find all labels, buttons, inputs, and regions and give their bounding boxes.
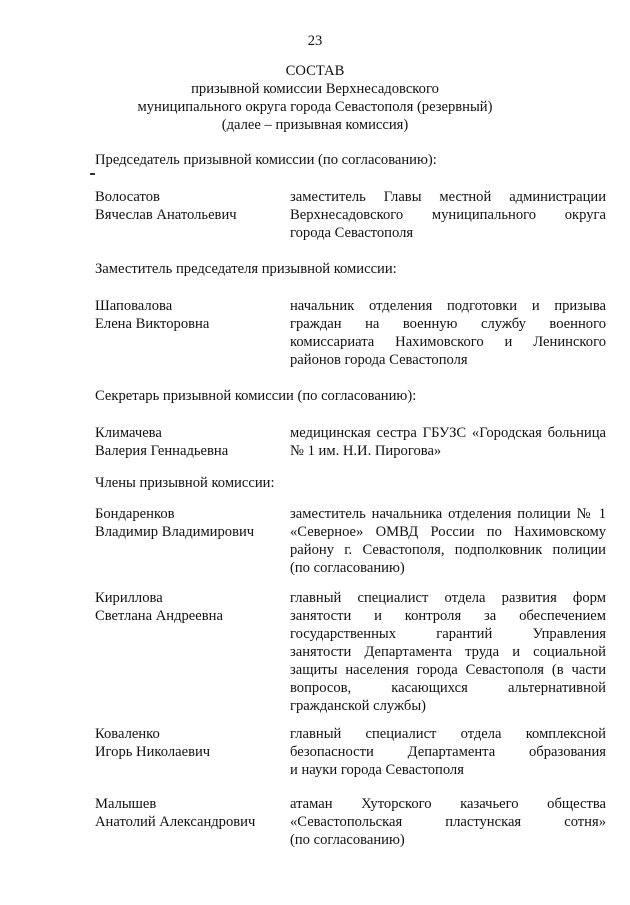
surname: Волосатов: [95, 189, 160, 205]
role-line: атаман Хуторского казачьего общества: [290, 796, 606, 812]
role-line: (по согласованию): [290, 832, 405, 848]
role-line: Верхнесадовского муниципального округа: [290, 207, 606, 223]
role-line: вопросов, касающихся альтернативной: [290, 680, 606, 696]
title-line: призывной комиссии Верхнесадовского: [191, 81, 439, 97]
member-name: [95, 297, 285, 333]
role-line: районов города Севастополя: [290, 352, 468, 368]
member-name: [95, 424, 285, 460]
member-role: [290, 725, 606, 779]
deputy-heading: Заместитель председателя призывной комиссии:: [95, 261, 397, 277]
role-line: гражданской службы): [290, 698, 426, 714]
given-names: Елена Викторовна: [95, 316, 210, 332]
role-line: «Севастопольская пластунская сотня»: [290, 814, 606, 830]
role-line: главный специалист отдела развития форм: [290, 590, 606, 606]
role-line: безопасности Департамента образования: [290, 744, 606, 760]
role-line: № 1 им. Н.И. Пирогова»: [290, 443, 442, 459]
member-name: [95, 188, 285, 224]
members-heading: Члены призывной комиссии:: [95, 475, 275, 491]
role-line: комиссариата Нахимовского и Ленинского: [290, 334, 606, 350]
secretary-heading: Секретарь призывной комиссии (по согласованию):: [95, 388, 417, 404]
role-line: «Северное» ОМВД России по Нахимовскому: [290, 524, 606, 540]
role-line: начальник отделения подготовки и призыва: [290, 298, 606, 314]
member-role: [290, 424, 606, 460]
given-names: Анатолий Александрович: [95, 814, 256, 830]
surname: Малышев: [95, 796, 157, 812]
role-line: занятости Департамента труда и социальной: [290, 644, 606, 660]
member-role: [290, 188, 606, 242]
role-line: государственных гарантий Управления: [290, 626, 606, 642]
role-line: медицинская сестра ГБУЗС «Городская больница: [290, 425, 606, 441]
given-names: Игорь Николаевич: [95, 744, 211, 760]
surname: Коваленко: [95, 726, 160, 742]
member-role: [290, 297, 606, 369]
given-names: Владимир Владимирович: [95, 524, 255, 540]
scan-mark: [90, 173, 95, 175]
member-name: [95, 505, 285, 541]
role-line: граждан на военную службу военного: [290, 316, 606, 332]
title-line: (далее – призывная комиссия): [221, 117, 409, 133]
role-line: города Севастополя: [290, 225, 414, 241]
member-role: [290, 505, 606, 577]
member-name: [95, 725, 285, 761]
document-title: [0, 62, 630, 134]
chairman-heading: Председатель призывной комиссии (по согласованию):: [95, 152, 437, 168]
member-role: [290, 795, 606, 849]
role-line: и науки города Севастополя: [290, 762, 464, 778]
page-number: 23: [307, 33, 323, 49]
surname: Шаповалова: [95, 298, 173, 314]
role-line: занятости и контроля за обеспечением: [290, 608, 606, 624]
role-line: району г. Севастополя, подполковник полиции: [290, 542, 606, 558]
surname: Кириллова: [95, 590, 163, 606]
member-name: [95, 795, 285, 831]
role-line: заместитель Главы местной администрации: [290, 189, 606, 205]
role-line: (по согласованию): [290, 560, 405, 576]
member-name: [95, 589, 285, 625]
given-names: Вячеслав Анатольевич: [95, 207, 237, 223]
given-names: Светлана Андреевна: [95, 608, 223, 624]
role-line: заместитель начальника отделения полиции № 1: [290, 506, 606, 522]
role-line: главный специалист отдела комплексной: [290, 726, 606, 742]
title-line: СОСТАВ: [285, 63, 345, 79]
role-line: защиты населения города Севастополя (в части: [290, 662, 606, 678]
title-line: муниципального округа города Севастополя (резервный): [137, 99, 493, 115]
surname: Климачева: [95, 425, 162, 441]
given-names: Валерия Геннадьевна: [95, 443, 229, 459]
surname: Бондаренков: [95, 506, 175, 522]
member-role: [290, 589, 606, 715]
